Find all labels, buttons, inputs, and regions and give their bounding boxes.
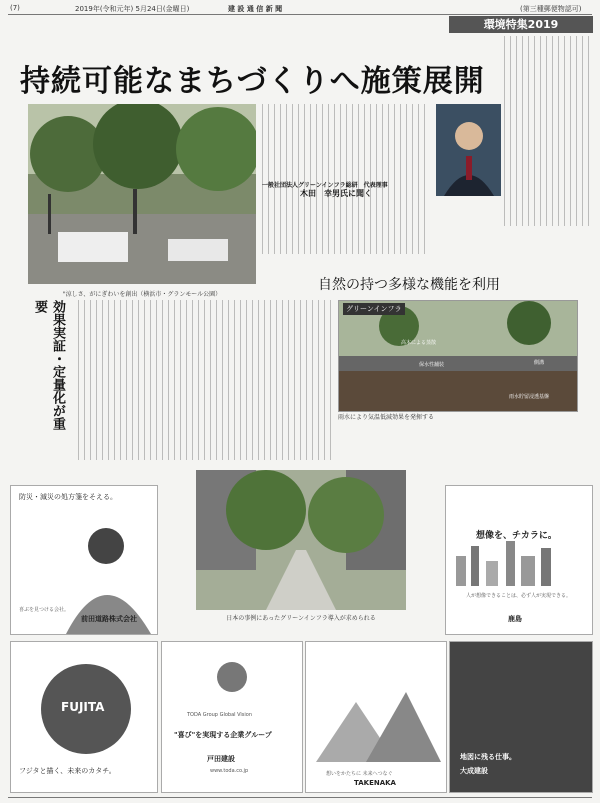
maeda-company: 前田道路株式会社 xyxy=(81,615,137,623)
interviewee-portrait xyxy=(436,104,501,196)
park-photo xyxy=(28,104,256,284)
ad-fujita xyxy=(10,641,158,793)
page-number: (7) xyxy=(10,4,20,12)
kajima-company: 鹿島 xyxy=(508,615,522,623)
interview-person: 木田 幸男氏に聞く xyxy=(300,189,372,198)
street-photo xyxy=(196,470,406,610)
diagram-item-4: 雨水貯留浸透基盤 xyxy=(509,394,550,400)
fujita-tagline: フジタと描く、未来のカタチ。 xyxy=(19,767,116,775)
kajima-foot: 人が想像できることは、必ず人が実現できる。 xyxy=(466,593,572,599)
takenaka-note: 想いをかたちに 未来へつなぐ xyxy=(326,771,393,777)
diagram-item-2: 保水性舗装 xyxy=(419,362,445,368)
toda-tagline: "喜び"を実現する企業グループ xyxy=(174,731,272,739)
ad-maeda xyxy=(10,485,158,635)
ad-toda xyxy=(161,641,303,793)
interview-org: 一般社団法人グリーンインフラ総研 代表理事 xyxy=(262,182,388,189)
diagram-item-1: 高木による蒸散 xyxy=(401,340,437,346)
side-heading: 効果実証・定量化が重要 xyxy=(32,300,65,430)
ad-taisei xyxy=(449,641,593,793)
park-scene-illustration xyxy=(28,104,256,284)
toda-company: 戸田建設 xyxy=(207,755,235,763)
main-headline: 持続可能なまちづくりへ施策展開 xyxy=(20,64,485,99)
ad-kajima xyxy=(445,485,593,635)
issue-date: 2019年(令和元年) 5月24日(金曜日) xyxy=(75,5,190,13)
section-badge: 環境特集2019 xyxy=(449,16,593,33)
toda-vision: TODA Group Global Vision xyxy=(187,712,253,718)
newspaper-name: 建 設 通 信 新 聞 xyxy=(228,4,283,13)
subheadline: 自然の持つ多様な機能を利用 xyxy=(318,277,500,293)
diagram-caption: 雨水により気温低減効果を発揮する xyxy=(338,414,435,421)
green-infra-diagram xyxy=(338,300,578,412)
article-body-middle xyxy=(262,104,430,254)
street-scene-illustration xyxy=(196,470,406,610)
article-body-top-right xyxy=(504,36,590,226)
diagram-item-3: 側溝 xyxy=(534,360,545,366)
street-photo-caption: 日本の事例にあったグリーンインフラ導入が求められる xyxy=(226,615,376,622)
postal-note: (第三種郵便物認可) xyxy=(520,5,582,13)
maeda-tagline: 防災・減災の処方箋をそえる。 xyxy=(19,493,117,501)
person-portrait-illustration xyxy=(436,104,501,196)
kajima-cityscape-illustration xyxy=(446,486,592,634)
article-body-lower xyxy=(78,300,332,460)
maeda-foot: 喜ぶを見つける会社。 xyxy=(19,607,70,613)
fujita-logo: FUJITA xyxy=(61,700,105,714)
ad-takenaka xyxy=(305,641,447,793)
taisei-tagline: 地図に残る仕事。 xyxy=(460,753,516,761)
diagram-label: グリーンインフラ xyxy=(343,303,405,315)
toda-url: www.toda.co.jp xyxy=(210,768,249,774)
kajima-tagline: 想像を、チカラに。 xyxy=(476,531,557,541)
taisei-company: 大成建設 xyxy=(460,767,488,775)
takenaka-company: TAKENAKA xyxy=(354,779,396,787)
park-photo-caption: "涼しさ、がにぎわいを創出（横浜市・グランモール公園） xyxy=(62,291,222,298)
toda-globe-icon xyxy=(217,662,247,692)
